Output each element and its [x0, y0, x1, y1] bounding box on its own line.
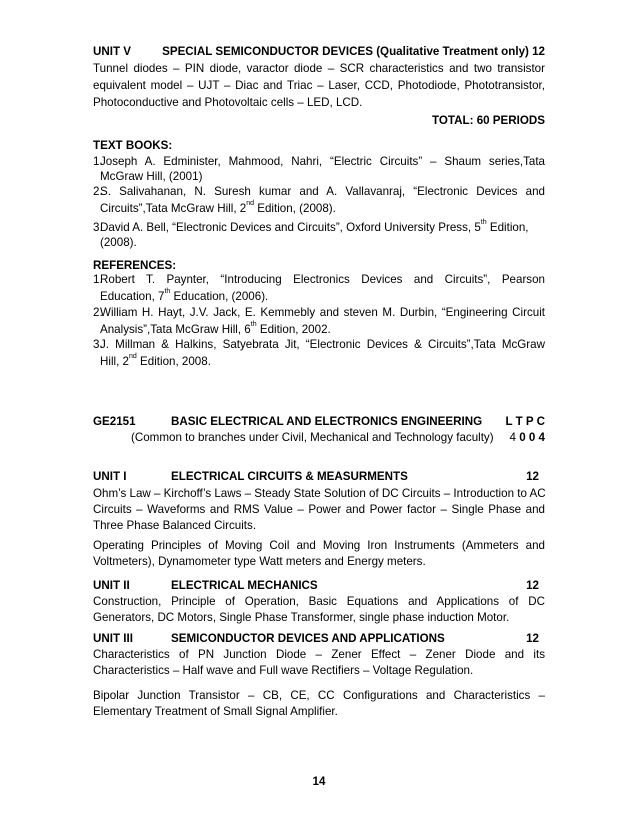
textbook-2-line-1: S. Salivahanan, N. Suresh kumar and A. Vallavanraj, “Electronic Devices and: [100, 185, 545, 198]
references-heading: REFERENCES:: [93, 259, 177, 272]
unit2-p1-line-2: Generators, DC Motors, Single Phase Transformer, single phase induction Motor.: [93, 611, 510, 624]
reference-2-number: 2.: [93, 306, 103, 319]
course-ltpc-values: 4 0 0 4: [509, 431, 545, 444]
unit1-code: UNIT I: [93, 470, 127, 483]
unit3-p2-line-2: Elementary Treatment of Small Signal Amplifier.: [93, 705, 338, 718]
unit3-p1-line-1: Characteristics of PN Junction Diode – Zener Effect – Zener Diode and its: [93, 648, 545, 661]
reference-1-line-2: Education, 7th Education, (2006).: [100, 288, 269, 303]
unit2-code: UNIT II: [93, 579, 130, 592]
course-note: (Common to branches under Civil, Mechanical and Technology faculty): [131, 431, 494, 444]
reference-1-number: 1.: [93, 273, 103, 286]
reference-3-line-2: Hill, 2nd Edition, 2008.: [100, 353, 211, 368]
unit2-p1-line-1: Construction, Principle of Operation, Basic Equations and Applications of DC: [93, 595, 545, 608]
page-number: 14: [312, 775, 326, 788]
unit3-title: SEMICONDUCTOR DEVICES AND APPLICATIONS: [171, 632, 445, 645]
reference-2-line-1: William H. Hayt, J.V. Jack, E. Kemmebly and steven M. Durbin, “Engineering Circuit: [100, 306, 545, 319]
unit1-p1-line-2: Circuits – Waveforms and RMS Value – Power and Power factor – Single Phase and: [93, 503, 545, 516]
reference-1-line-1: Robert T. Paynter, “Introducing Electronics Devices and Circuits”, Pearson: [100, 273, 545, 286]
unit2-title: ELECTRICAL MECHANICS: [171, 579, 318, 592]
course-title: BASIC ELECTRICAL AND ELECTRONICS ENGINEERING: [171, 415, 483, 428]
unit5-line-1: Tunnel diodes – PIN diode, varactor diode – SCR characteristics and two transistor: [93, 62, 545, 75]
unit1-p1-line-1: Ohm’s Law – Kirchoff’s Laws – Steady State Solution of DC Circuits – Introduction to AC: [93, 487, 546, 500]
unit5-title: SPECIAL SEMICONDUCTOR DEVICES (Qualitative Treatment only) 12: [162, 45, 545, 58]
unit1-p2-line-1: Operating Principles of Moving Coil and Moving Iron Instruments (Ammeters and: [93, 539, 545, 552]
unit2-hours: 12: [526, 579, 539, 592]
textbook-1-line-2: McGraw Hill, (2001): [100, 170, 203, 183]
textbook-1-line-1: Joseph A. Edminister, Mahmood, Nahri, “Electric Circuits” – Shaum series,Tata: [100, 155, 545, 168]
textbook-3-line-1: David A. Bell, “Electronic Devices and Circuits”, Oxford University Press, 5th Edition,: [100, 219, 529, 234]
unit3-p2-line-1: Bipolar Junction Transistor – CB, CE, CC Configurations and Characteristics –: [93, 689, 545, 702]
textbook-3-number: 3.: [93, 221, 103, 234]
textbook-1-number: 1.: [93, 155, 103, 168]
unit1-p1-line-3: Three Phase Balanced Circuits.: [93, 519, 257, 532]
unit3-p1-line-2: Characteristics – Half wave and Full wave Rectifiers – Voltage Regulation.: [93, 664, 474, 677]
unit1-hours: 12: [526, 470, 539, 483]
textbook-3-line-2: (2008).: [100, 236, 137, 249]
textbooks-heading: TEXT BOOKS:: [93, 139, 173, 152]
unit3-hours: 12: [526, 632, 539, 645]
total-periods: TOTAL: 60 PERIODS: [432, 114, 545, 127]
unit5-line-3: Photoconductive and Photovoltaic cells – LED, LCD.: [93, 96, 363, 109]
unit1-p2-line-2: Voltmeters), Dynamometer type Watt meters and Energy meters.: [93, 555, 426, 568]
unit5-line-2: equivalent model – UJT – Diac and Triac – Laser, CCD, Photodiode, Phototransistor,: [93, 79, 545, 92]
reference-2-line-2: Analysis”,Tata McGraw Hill, 6th Edition, 2002.: [100, 321, 331, 336]
course-code: GE2151: [93, 415, 136, 428]
course-ltpc-label: L T P C: [505, 415, 545, 428]
textbook-2-line-2: Circuits”,Tata McGraw Hill, 2nd Edition, (2008).: [100, 200, 336, 215]
reference-3-line-1: J. Millman & Halkins, Satyebrata Jit, “Electronic Devices & Circuits”,Tata McGraw: [100, 338, 545, 351]
textbook-2-number: 2.: [93, 185, 103, 198]
unit1-title: ELECTRICAL CIRCUITS & MEASURMENTS: [171, 470, 408, 483]
unit3-code: UNIT III: [93, 632, 133, 645]
unit5-code: UNIT V: [93, 45, 132, 58]
reference-3-number: 3.: [93, 338, 103, 351]
